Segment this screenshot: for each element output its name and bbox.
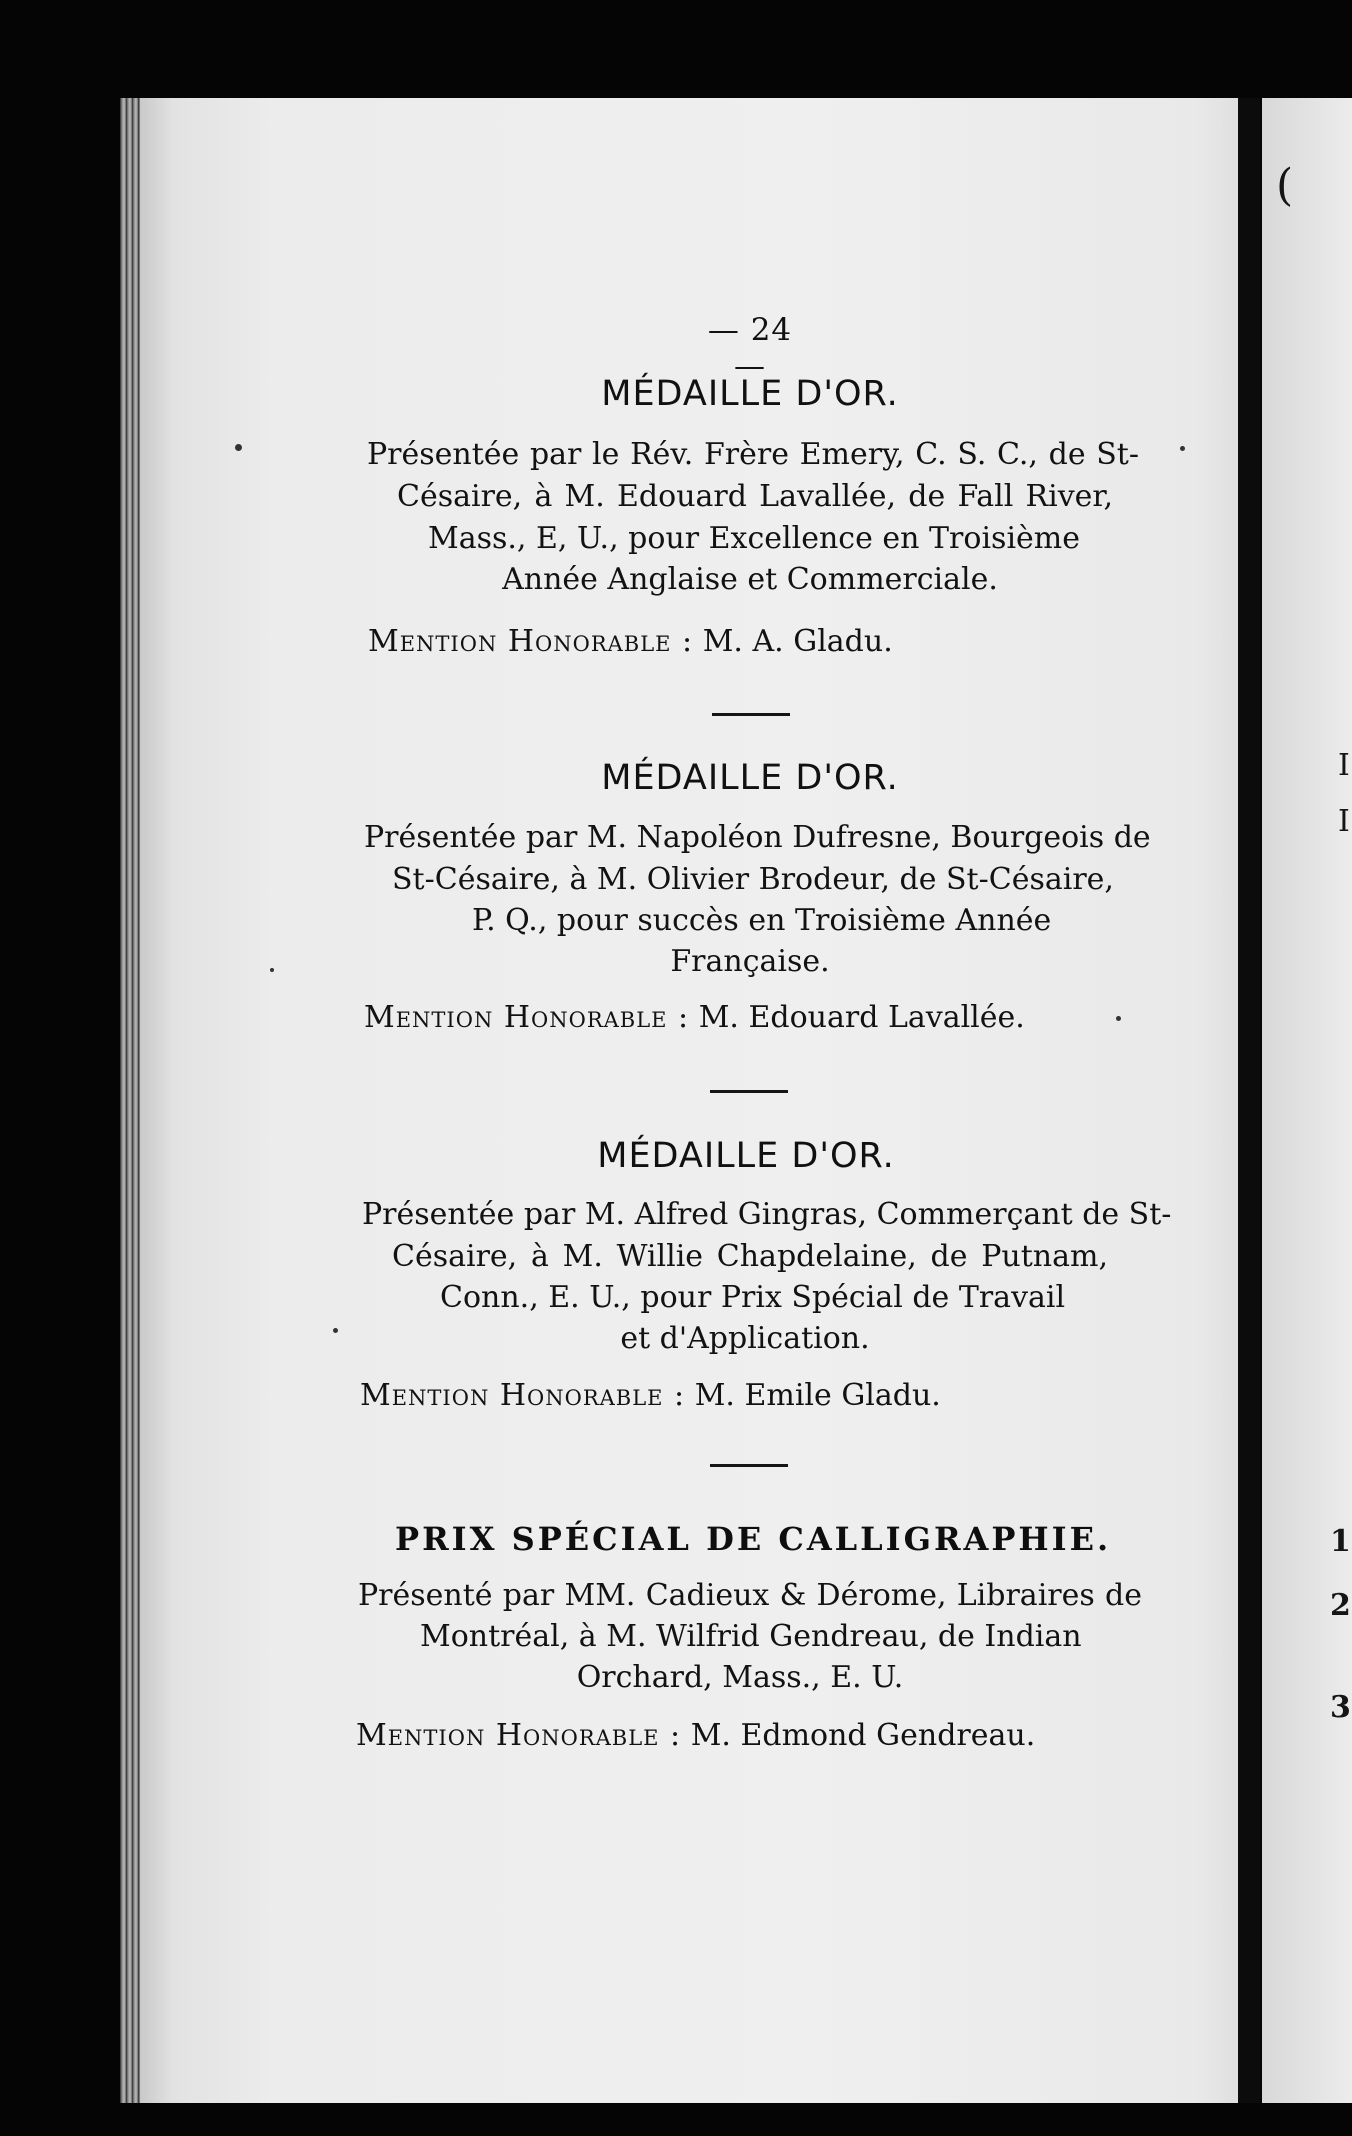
scan-speck <box>1116 1016 1121 1021</box>
section-heading: MÉDAILLE D'OR. <box>597 1136 895 1176</box>
text-line: Césaire, à M. Edouard Lavallée, de Fall River, <box>397 479 1113 514</box>
adjacent-fragment: 2 <box>1330 1588 1351 1623</box>
section-heading: MÉDAILLE D'OR. <box>601 758 899 798</box>
text-line: Française. <box>670 944 830 979</box>
honorable-mention <box>356 1718 1035 1753</box>
text-line: Présenté par MM. Cadieux & Dérome, Libraires de <box>358 1578 1142 1613</box>
scan-speck <box>1180 446 1185 451</box>
adjacent-fragment: I <box>1338 804 1350 839</box>
adjacent-fragment: I <box>1338 748 1350 783</box>
adjacent-fragment: 3 <box>1330 1690 1351 1725</box>
mention-label: Mention Honorable : <box>364 1000 690 1035</box>
scan-speck <box>333 1328 338 1333</box>
text-line: Présentée par M. Napoléon Dufresne, Bourgeois de <box>364 820 1151 855</box>
text-line: Conn., E. U., pour Prix Spécial de Travail <box>440 1280 1066 1315</box>
adjacent-page <box>1262 98 1352 2103</box>
section-divider <box>710 1464 788 1467</box>
text-line: Césaire, à M. Willie Chapdelaine, de Putnam, <box>392 1239 1108 1274</box>
scan-speck <box>235 444 242 451</box>
adjacent-fragment: 1 <box>1330 1524 1351 1559</box>
mention-value: M. A. Gladu. <box>702 624 893 659</box>
honorable-mention <box>360 1378 941 1413</box>
text-line: Mass., E, U., pour Excellence en Troisième <box>428 521 1080 556</box>
binding-gutter <box>1238 98 1260 2103</box>
section-heading: PRIX SPÉCIAL DE CALLIGRAPHIE. <box>395 1520 1112 1558</box>
text-line: St-Césaire, à M. Olivier Brodeur, de St-Césaire, <box>392 862 1114 897</box>
text-line: Présentée par le Rév. Frère Emery, C. S. C., de St- <box>367 437 1139 472</box>
text-line: Présentée par M. Alfred Gingras, Commerçant de St- <box>362 1197 1172 1232</box>
page-number: — 24 — <box>707 312 793 384</box>
mention-value: M. Emile Gladu. <box>694 1378 941 1413</box>
scan-speck <box>270 968 274 972</box>
honorable-mention <box>364 1000 1025 1035</box>
text-line: Orchard, Mass., E. U. <box>576 1660 904 1695</box>
text-line: P. Q., pour succès en Troisième Année <box>472 903 1052 938</box>
mention-label: Mention Honorable : <box>368 624 694 659</box>
section-divider <box>712 713 790 716</box>
section-heading: MÉDAILLE D'OR. <box>601 374 899 414</box>
mention-value: M. Edmond Gendreau. <box>690 1718 1036 1753</box>
text-line: et d'Application. <box>620 1321 870 1356</box>
section-divider <box>710 1090 788 1093</box>
honorable-mention <box>368 624 893 659</box>
adjacent-fragment: ( <box>1276 160 1294 211</box>
mention-value: M. Edouard Lavallée. <box>698 1000 1025 1035</box>
text-line: Année Anglaise et Commerciale. <box>502 562 998 597</box>
text-line: Montréal, à M. Wilfrid Gendreau, de Indian <box>420 1619 1082 1654</box>
mention-label: Mention Honorable : <box>360 1378 686 1413</box>
mention-label: Mention Honorable : <box>356 1718 682 1753</box>
